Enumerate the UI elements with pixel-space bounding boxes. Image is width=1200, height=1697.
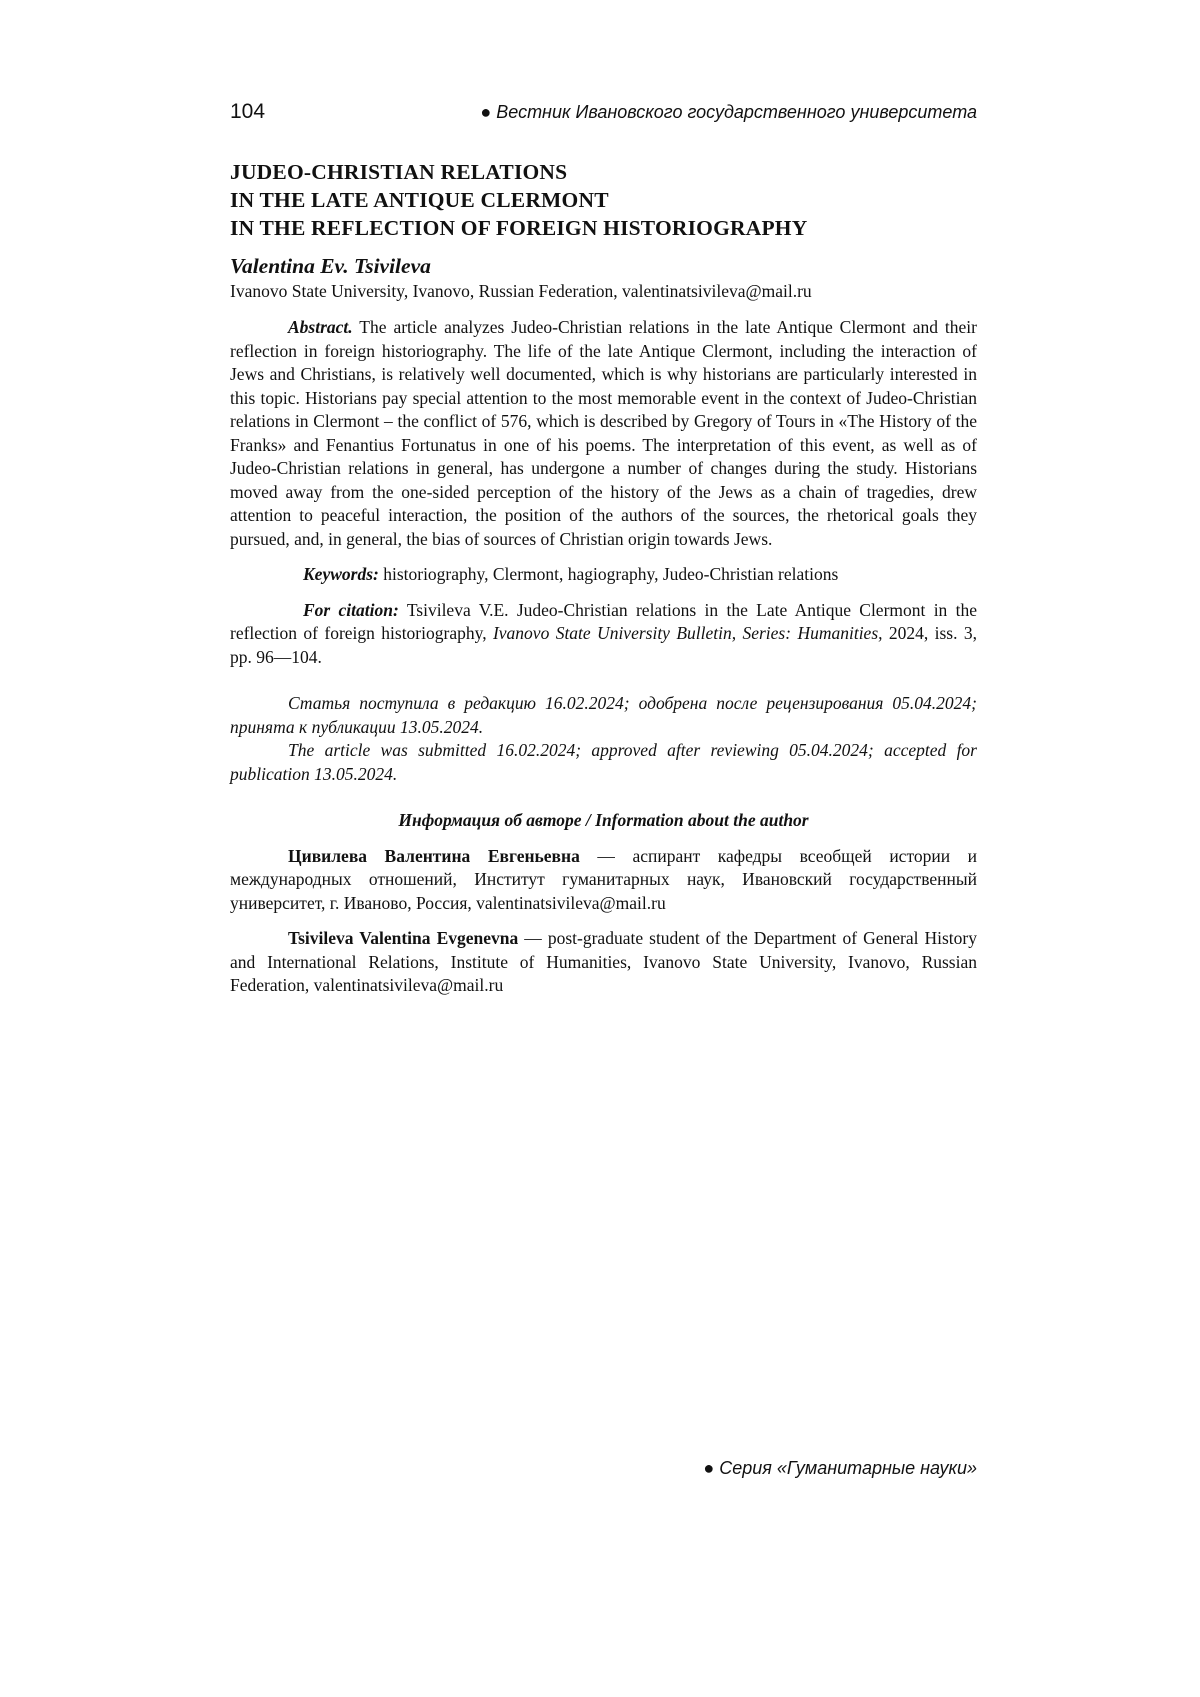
running-header (230, 100, 977, 124)
title-line: IN THE REFLECTION OF FOREIGN HISTORIOGRAPHY (230, 214, 977, 242)
citation (230, 599, 977, 670)
journal-name: ● Вестник Ивановского государственного университета (480, 102, 977, 123)
abstract-text: The article analyzes Judeo-Christian relations in the late Antique Clermont and their reflection in foreign historiography. The life of the late Antique Clermont, including the interaction of Jews and Christians, is relatively well documented, which is why historians are particularly interested in this topic. Historians pay special attention to the most memorable event in the context of Judeo-Christian relations in Clermont – the conflict of 576, which is described by Gregory of Tours in «The History of the Franks» and Fenantius Fortunatus in one of his poems. The interpretation of this event, as well as of Judeo-Christian relations in general, has undergone a number of changes during the study. Historians moved away from the one-sided perception of the history of the Jews as a chain of tragedies, drew attention to peaceful interaction, the position of the authors of the sources, the rhetorical goals they pursued, and, in general, the bias of sources of Christian origin towards Jews. (230, 317, 977, 549)
citation-tail: 2024, iss. 3, pp. 96—104. (230, 623, 977, 667)
abstract (230, 316, 977, 551)
abstract-label: Abstract. (288, 317, 353, 337)
title-line: IN THE LATE ANTIQUE CLERMONT (230, 186, 977, 214)
dates-en: The article was submitted 16.02.2024; approved after reviewing 05.04.2024; accepted for publication 13.05.2024. (230, 739, 977, 786)
author-bio-ru (230, 845, 977, 916)
submission-dates (230, 692, 977, 786)
author-info-heading: Информация об авторе / Information about the author (230, 809, 977, 833)
author-name: Valentina Ev. Tsivileva (230, 252, 977, 280)
citation-journal: Ivanovo State University Bulletin, Series: Humanities, (493, 623, 883, 643)
author-affiliation: Ivanovo State University, Ivanovo, Russian Federation, valentinatsivileva@mail.ru (230, 280, 977, 303)
keywords-text: historiography, Clermont, hagiography, Judeo-Christian relations (379, 564, 838, 584)
dates-ru: Статья поступила в редакцию 16.02.2024; одобрена после рецензирования 05.04.2024; принята к публикации 13.05.2024. (230, 692, 977, 739)
series-footer: ● Серия «Гуманитарные науки» (230, 1458, 977, 1479)
citation-label: For citation: (303, 600, 399, 620)
page-number: 104 (230, 100, 265, 124)
author-bio-ru-text: — аспирант кафедры всеобщей истории и международных отношений, Институт гуманитарных наук, Ивановский государственный университет, г. Иваново, Россия, valentinatsivileva@mail.ru (230, 846, 977, 913)
article-title (230, 158, 977, 242)
title-line: JUDEO-CHRISTIAN RELATIONS (230, 158, 977, 186)
page-body (230, 100, 977, 998)
keywords-label: Keywords: (303, 564, 379, 584)
author-bio-en-text: — post-graduate student of the Department of General History and International Relations, Institute of Humanities, Ivanovo State University, Ivanovo, Russian Federation, valentinatsivileva@mail.ru (230, 928, 977, 995)
citation-text: Tsivileva V.E. Judeo-Christian relations in the Late Antique Clermont in the reflection of foreign historiography, (230, 600, 977, 644)
author-name-ru: Цивилева Валентина Евгеньевна (288, 846, 580, 866)
author-name-en: Tsivileva Valentina Evgenevna (288, 928, 518, 948)
author-bio-en (230, 927, 977, 998)
keywords (230, 563, 977, 587)
